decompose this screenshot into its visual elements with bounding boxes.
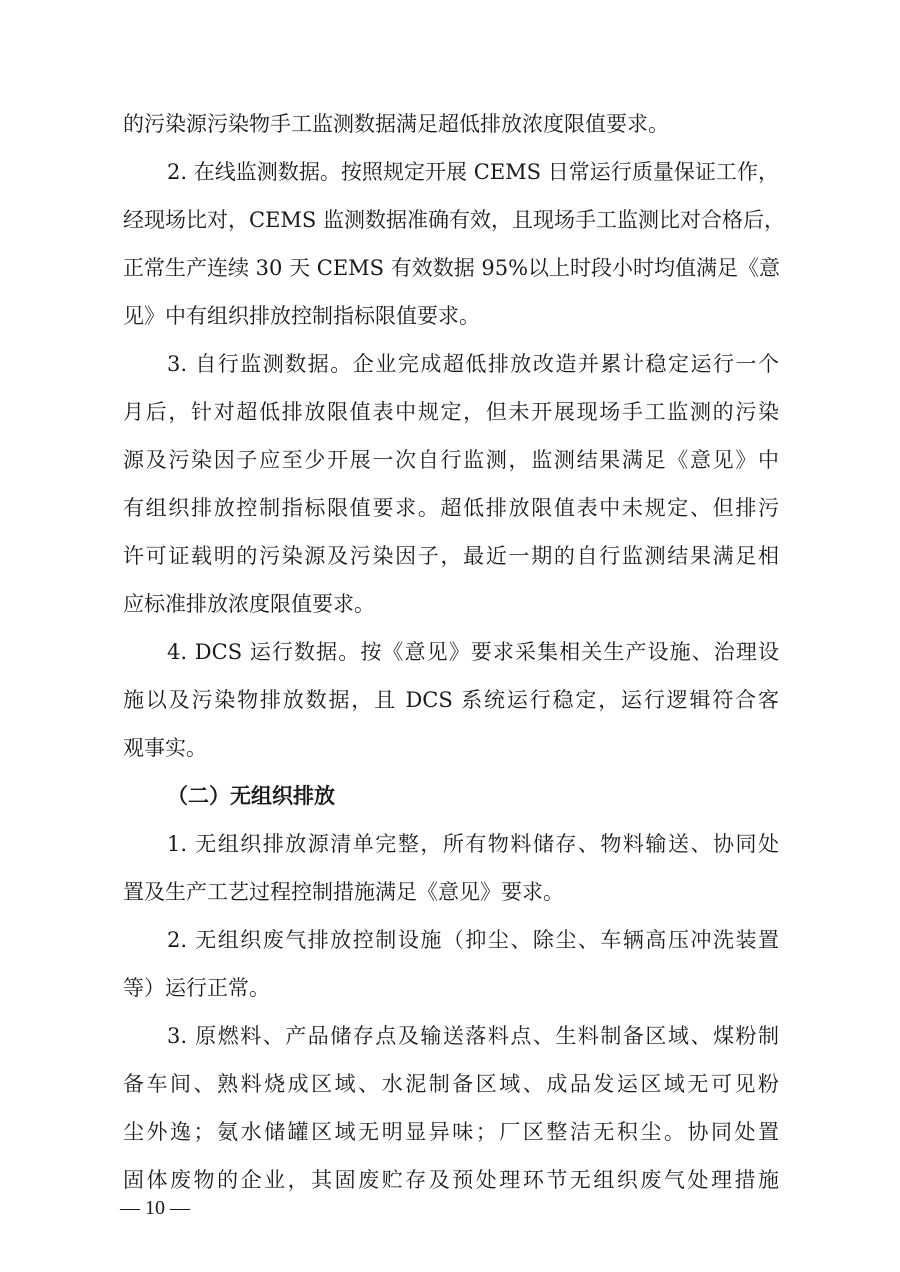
section-heading: （二）无组织排放 — [167, 783, 335, 808]
text-line: 有组织排放控制指标限值要求。超低排放限值表中未规定、但排污 — [123, 496, 779, 520]
text-line: 源及污染因子应至少开展一次自行监测，监测结果满足《意见》中 — [123, 448, 779, 472]
page-number: — 10 — — [120, 1197, 190, 1219]
text-line: 2. 在线监测数据。按照规定开展 CEMS 日常运行质量保证工作， — [167, 160, 779, 184]
text-line: 1. 无组织排放源清单完整，所有物料储存、物料输送、协同处 — [167, 832, 779, 856]
text-line: 3. 原燃料、产品储存点及输送落料点、生料制备区域、煤粉制 — [167, 1024, 779, 1048]
text-line: 见》中有组织排放控制指标限值要求。 — [123, 304, 480, 328]
text-line: 等）运行正常。 — [123, 976, 270, 1000]
text-line: 观事实。 — [123, 736, 207, 760]
text-line: 固体废物的企业，其固废贮存及预处理环节无组织废气处理措施 — [123, 1168, 779, 1192]
text-line: 3. 自行监测数据。企业完成超低排放改造并累计稳定运行一个 — [167, 352, 779, 376]
text-line: 的污染源污染物手工监测数据满足超低排放浓度限值要求。 — [123, 112, 669, 136]
text-line: 经现场比对，CEMS 监测数据准确有效，且现场手工监测比对合格后， — [123, 208, 785, 232]
text-line: 2. 无组织废气排放控制设施（抑尘、除尘、车辆高压冲洗装置 — [167, 928, 779, 952]
text-line: 置及生产工艺过程控制措施满足《意见》要求。 — [123, 880, 564, 904]
text-line: 应标准排放浓度限值要求。 — [123, 592, 375, 616]
text-line: 施以及污染物排放数据，且 DCS 系统运行稳定，运行逻辑符合客 — [123, 688, 779, 712]
text-line: 4. DCS 运行数据。按《意见》要求采集相关生产设施、治理设 — [167, 640, 779, 664]
text-line: 许可证载明的污染源及污染因子，最近一期的自行监测结果满足相 — [123, 544, 779, 568]
text-line: 尘外逸；氨水储罐区域无明显异味；厂区整洁无积尘。协同处置 — [123, 1120, 779, 1144]
text-line: 备车间、熟料烧成区域、水泥制备区域、成品发运区域无可见粉 — [123, 1072, 779, 1096]
text-line: 月后，针对超低排放限值表中规定，但未开展现场手工监测的污染 — [123, 400, 779, 424]
text-line: 正常生产连续 30 天 CEMS 有效数据 95%以上时段小时均值满足《意 — [123, 256, 781, 280]
